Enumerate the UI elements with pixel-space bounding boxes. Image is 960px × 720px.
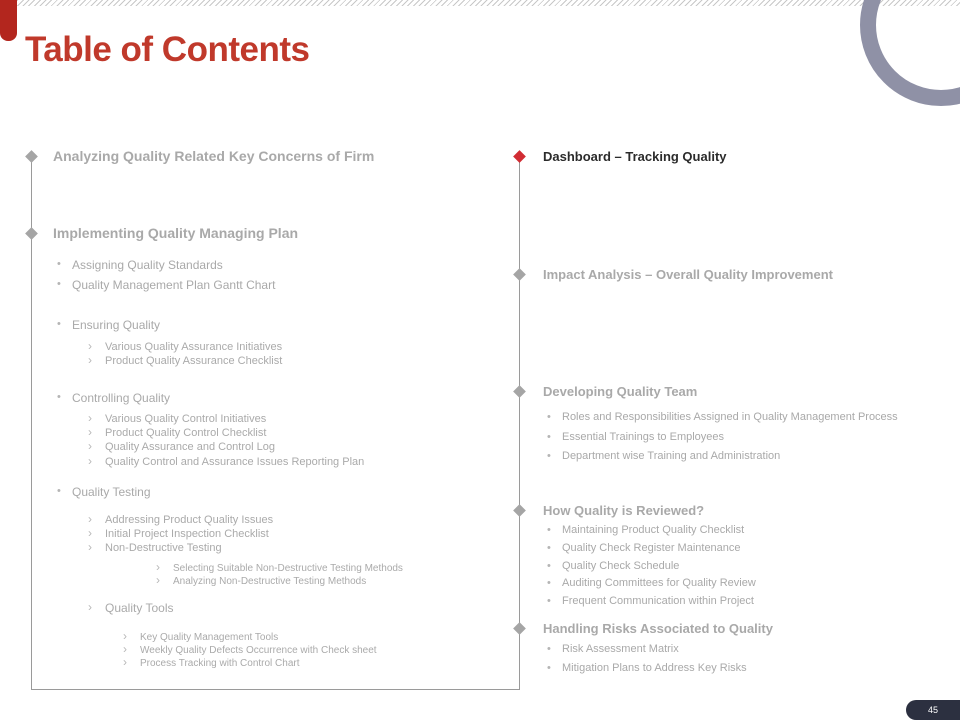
section-title[interactable]: Handling Risks Associated to Quality <box>543 621 773 636</box>
toc-subitem[interactable]: › Initial Project Inspection Checklist <box>105 527 269 541</box>
ring-decoration <box>860 0 960 106</box>
section-title[interactable]: Developing Quality Team <box>543 384 698 399</box>
toc-subitem[interactable]: › Quality Control and Assurance Issues Reporting Plan <box>105 455 364 469</box>
page-title: Table of Contents <box>25 30 310 69</box>
red-tab-decoration <box>0 0 17 41</box>
section-title[interactable]: Implementing Quality Managing Plan <box>53 225 299 241</box>
toc-item[interactable]: • Maintaining Product Quality Checklist <box>562 524 744 536</box>
toc-subitem[interactable]: › Addressing Product Quality Issues <box>105 513 273 527</box>
toc-item[interactable]: • Roles and Responsibilities Assigned in Quality Management Process <box>562 411 898 423</box>
toc-item[interactable]: • Frequent Communication within Project <box>562 595 754 607</box>
toc-item[interactable]: • Controlling Quality <box>72 391 170 405</box>
toc-subitem[interactable]: › Quality Assurance and Control Log <box>105 440 275 454</box>
toc-item[interactable]: • Quality Check Schedule <box>562 560 679 572</box>
toc-item[interactable]: • Quality Management Plan Gantt Chart <box>72 278 275 292</box>
toc-subitem[interactable]: › Various Quality Assurance Initiatives <box>105 340 282 354</box>
toc-subitem[interactable]: › Process Tracking with Control Chart <box>140 657 300 670</box>
toc-item[interactable]: • Department wise Training and Administration <box>562 450 780 462</box>
toc-subitem[interactable]: › Key Quality Management Tools <box>140 631 278 644</box>
toc-item[interactable]: • Quality Testing <box>72 485 151 499</box>
toc-subitem[interactable]: › Selecting Suitable Non-Destructive Testing Methods <box>173 562 403 575</box>
section-title[interactable]: Impact Analysis – Overall Quality Improvement <box>543 267 833 282</box>
toc-subitem[interactable]: › Non-Destructive Testing <box>105 541 222 555</box>
page-number-badge: 45 <box>906 700 960 720</box>
toc-item[interactable]: • Ensuring Quality <box>72 318 160 332</box>
toc-item[interactable]: • Auditing Committees for Quality Review <box>562 577 756 589</box>
section-title[interactable]: How Quality is Reviewed? <box>543 503 705 518</box>
section-title[interactable]: Analyzing Quality Related Key Concerns of Firm <box>53 148 375 164</box>
toc-item[interactable]: • Risk Assessment Matrix <box>562 643 679 655</box>
toc-item[interactable]: • Essential Trainings to Employees <box>562 431 724 443</box>
top-hatch-border <box>0 0 960 6</box>
section-title-active[interactable]: Dashboard – Tracking Quality <box>543 149 727 164</box>
toc-subitem[interactable]: › Quality Tools <box>105 601 173 615</box>
toc-subitem[interactable]: › Analyzing Non-Destructive Testing Methods <box>173 575 366 588</box>
toc-subitem[interactable]: › Product Quality Control Checklist <box>105 426 266 440</box>
toc-subitem[interactable]: › Various Quality Control Initiatives <box>105 412 266 426</box>
toc-subitem[interactable]: › Product Quality Assurance Checklist <box>105 354 282 368</box>
toc-item[interactable]: • Mitigation Plans to Address Key Risks <box>562 662 747 674</box>
toc-item[interactable]: • Assigning Quality Standards <box>72 258 223 272</box>
toc-item[interactable]: • Quality Check Register Maintenance <box>562 542 741 554</box>
toc-subitem[interactable]: › Weekly Quality Defects Occurrence with Check sheet <box>140 644 377 657</box>
